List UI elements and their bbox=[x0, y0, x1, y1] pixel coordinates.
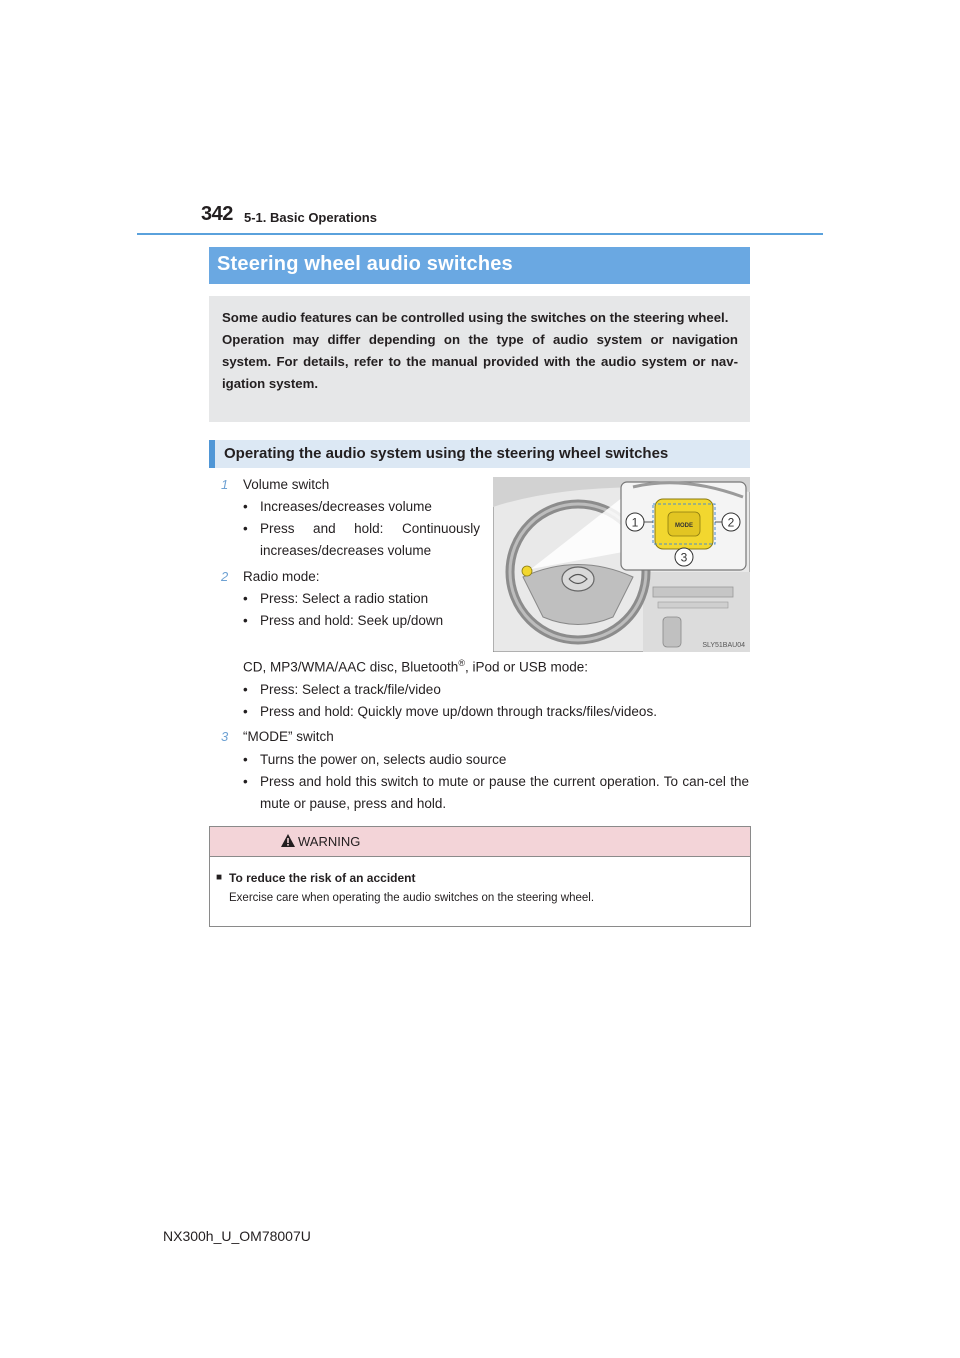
list-item: • Press and hold this switch to mute or pause the current operation. To can-cel the mute or pause, press and hold. bbox=[243, 774, 749, 811]
intro-box bbox=[209, 296, 750, 422]
list-item: • Press and hold: Seek up/down bbox=[243, 613, 444, 628]
list-item: • Press and hold: Continuously increases/decreases volume bbox=[243, 521, 480, 558]
page-number: 342 bbox=[201, 203, 233, 225]
page-title: Steering wheel audio switches bbox=[217, 253, 513, 275]
mode-label: MODE bbox=[675, 523, 693, 529]
warning-header bbox=[210, 827, 750, 857]
callout-1: 1 bbox=[631, 515, 639, 530]
list-item: • Turns the power on, selects audio source bbox=[243, 752, 507, 767]
list-item: • Press and hold: Quickly move up/down through tracks/files/videos. bbox=[243, 704, 657, 719]
item-title-radio: Radio mode: bbox=[243, 569, 320, 584]
item-number-1: 1 bbox=[221, 477, 229, 492]
item-number-2: 2 bbox=[221, 569, 229, 584]
illustration-code: SLY51BAU04 bbox=[702, 642, 745, 649]
steering-wheel-illustration bbox=[493, 477, 750, 652]
list-item: • Press: Select a radio station bbox=[243, 591, 429, 606]
title-bar bbox=[209, 247, 750, 284]
warning-subtitle: To reduce the risk of an accident bbox=[229, 871, 416, 885]
warning-title: WARNING bbox=[298, 834, 361, 849]
item-title-mode: “MODE” switch bbox=[243, 729, 334, 744]
subsection-heading bbox=[209, 440, 750, 468]
callout-3: 3 bbox=[680, 550, 688, 565]
footer-doc-code: NX300h_U_OM78007U bbox=[163, 1228, 311, 1244]
subsection-title: Operating the audio system using the steering wheel switches bbox=[224, 445, 669, 462]
warning-box bbox=[209, 826, 751, 927]
callout-2: 2 bbox=[727, 515, 735, 530]
section-label: 5-1. Basic Operations bbox=[244, 210, 377, 225]
header-rule bbox=[137, 233, 823, 235]
subsection-accent bbox=[209, 440, 215, 468]
warning-body: Exercise care when operating the audio switches on the steering wheel. bbox=[229, 892, 595, 904]
item-title-volume: Volume switch bbox=[243, 477, 330, 492]
intro-paragraph-2: Operation may differ depending on the type of audio system or navigation system. For details, refer to the manual provided with the audio system or nav-igation system. bbox=[222, 332, 738, 391]
intro-paragraph-1: Some audio features can be controlled using the switches on the steering wheel. bbox=[222, 310, 729, 325]
item-number-3: 3 bbox=[221, 729, 229, 744]
warning-triangle-icon bbox=[281, 834, 295, 847]
list-item: • Press: Select a track/file/video bbox=[243, 682, 441, 697]
square-bullet-icon: ■ bbox=[216, 872, 223, 883]
item-title-media: CD, MP3/WMA/AAC disc, Bluetooth®, iPod or USB mode: bbox=[243, 658, 589, 675]
list-item: • Increases/decreases volume bbox=[243, 499, 432, 514]
